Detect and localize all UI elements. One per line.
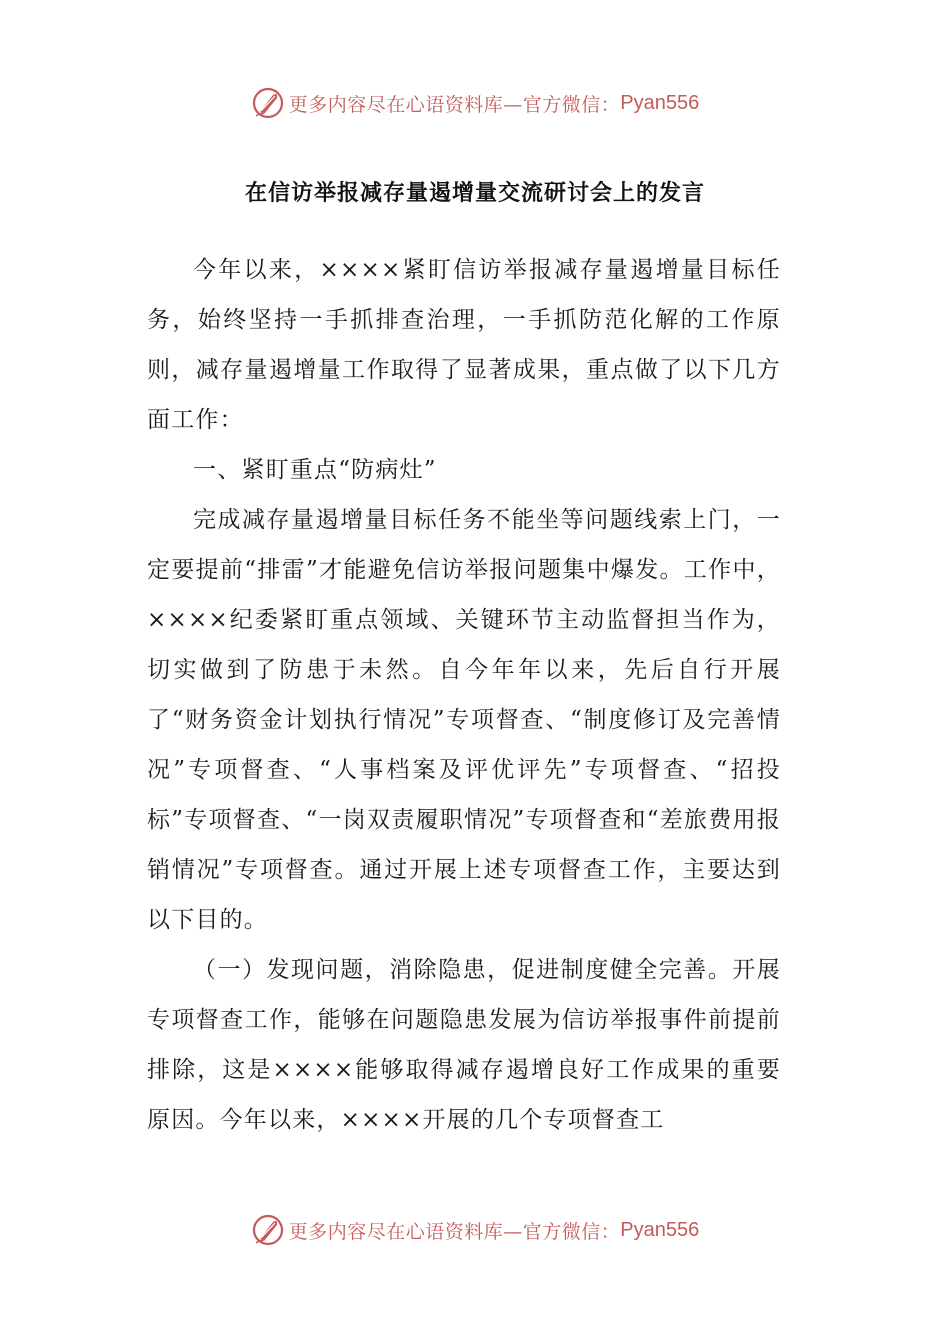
paragraph: 完成减存量遏增量目标任务不能坐等问题线索上门，一定要提前“排雷”才能避免信访举报问题集中爆发。工作中，××××纪委紧盯重点领域、关键环节主动监督担当作为，切实做到了防患于未然。自今年年以来，先后自行开展了“财务资金计划执行情况”专项督查、“制度修订及完善情况”专项督查、“人事档案及评优评先”专项督查、“招投标”专项督查、“一岗双责履职情况”专项督查和“差旅费用报销情况”专项督查。通过开展上述专项督查工作，主要达到以下目的。 [147, 507, 781, 933]
footer-banner [0, 1208, 950, 1252]
banner-text: 更多内容尽在心语资料库—官方微信： [288, 1220, 621, 1243]
wechat-account: Pyan556 [620, 1218, 700, 1241]
wechat-account: Pyan556 [620, 91, 700, 114]
document-body [147, 245, 781, 1145]
paragraph: （一）发现问题，消除隐患，促进制度健全完善。开展专项督查工作，能够在问题隐患发展为信访举报事件前提前排除，这是××××能够取得减存遏增良好工作成果的重要原因。今年以来，××××开展的几个专项督查工 [147, 957, 781, 1133]
banner-text: 更多内容尽在心语资料库—官方微信： [288, 93, 621, 116]
paragraph: 今年以来，××××紧盯信访举报减存量遏增量目标任务，始终坚持一手抓排查治理，一手抓防范化解的工作原则，减存量遏增量工作取得了显著成果，重点做了以下几方面工作： [147, 257, 781, 433]
quill-pen-logo-icon [251, 86, 285, 120]
header-banner [0, 81, 950, 125]
quill-pen-logo-icon [251, 1213, 285, 1247]
document-title: 在信访举报减存量遏增量交流研讨会上的发言 [244, 181, 705, 206]
section-heading: 一、紧盯重点“防病灶” [193, 457, 437, 483]
